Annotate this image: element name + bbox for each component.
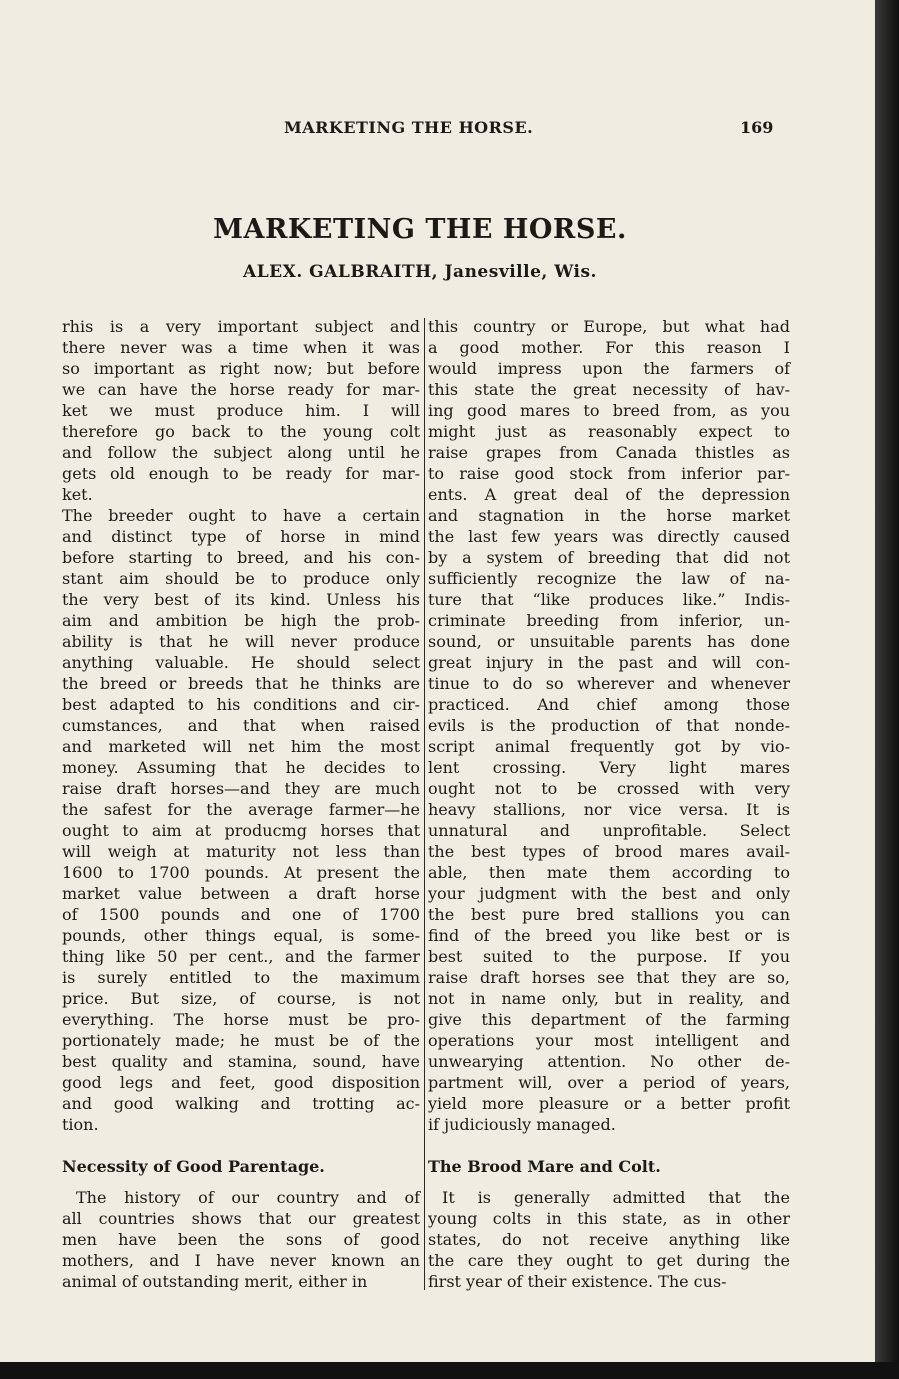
text-line: the care they ought to get during the	[428, 1251, 790, 1270]
text-line: to raise good stock from inferior par-	[428, 464, 790, 483]
text-line: aim and ambition be high the prob-	[62, 611, 420, 630]
article-author: ALEX. GALBRAITH, Janesville, Wis.	[243, 262, 597, 282]
text-line: so important as right now; but before	[62, 359, 420, 378]
text-line: unwearying attention. No other de-	[428, 1052, 790, 1071]
text-line: therefore go back to the young colt	[62, 422, 420, 441]
text-line: states, do not receive anything like	[428, 1230, 790, 1249]
text-line: anything valuable. He should select	[62, 653, 420, 672]
text-line: The breeder ought to have a certain	[62, 506, 420, 525]
scan-edge-bottom	[0, 1362, 899, 1379]
text-line: cumstances, and that when raised	[62, 716, 420, 735]
text-line: the last few years was directly caused	[428, 527, 790, 546]
text-line: will weigh at maturity not less than	[62, 842, 420, 861]
paragraph-intro	[62, 316, 420, 505]
text-line: ents. A great deal of the depression	[428, 485, 790, 504]
text-line: and distinct type of horse in mind	[62, 527, 420, 546]
text-line: and good walking and trotting ac-	[62, 1094, 420, 1113]
text-line: before starting to breed, and his con-	[62, 548, 420, 567]
text-line: ket.	[62, 485, 93, 504]
paragraph-good-mother	[428, 316, 790, 1135]
text-line: script animal frequently got by vio-	[428, 737, 790, 756]
text-line: is surely entitled to the maximum	[62, 968, 420, 987]
text-line: portionately made; he must be of the	[62, 1031, 420, 1050]
text-line: 1600 to 1700 pounds. At present the	[62, 863, 420, 882]
text-line: rhis is a very important subject and	[62, 317, 420, 336]
text-line: able, then mate them according to	[428, 863, 790, 882]
text-line: ing good mares to breed from, as you	[428, 401, 790, 420]
paragraph-breeder	[62, 505, 420, 1135]
text-line: criminate breeding from inferior, un-	[428, 611, 790, 630]
text-line: The history of our country and of	[76, 1188, 420, 1207]
text-line: young colts in this state, as in other	[428, 1209, 790, 1228]
text-line: lent crossing. Very light mares	[428, 758, 790, 777]
text-line: everything. The horse must be pro-	[62, 1010, 420, 1029]
text-line: partment will, over a period of years,	[428, 1073, 790, 1092]
text-line: this state the great necessity of hav-	[428, 380, 790, 399]
text-line: yield more pleasure or a better profit	[428, 1094, 790, 1113]
text-line: thing like 50 per cent., and the farmer	[62, 947, 420, 966]
text-line: best adapted to his conditions and cir-	[62, 695, 420, 714]
text-line: price. But size, of course, is not	[62, 989, 420, 1008]
text-line: raise draft horses—and they are much	[62, 779, 420, 798]
text-line: raise grapes from Canada thistles as	[428, 443, 790, 462]
text-line: the best pure bred stallions you can	[428, 905, 790, 924]
column-divider	[424, 318, 425, 1290]
text-line: by a system of breeding that did not	[428, 548, 790, 567]
text-line: raise draft horses see that they are so,	[428, 968, 790, 987]
text-line: pounds, other things equal, is some-	[62, 926, 420, 945]
subhead-brood-mare: The Brood Mare and Colt.	[428, 1157, 661, 1176]
text-line: we can have the horse ready for mar-	[62, 380, 420, 399]
text-line: ture that “like produces like.” Indis-	[428, 590, 790, 609]
text-line: and follow the subject along until he	[62, 443, 420, 462]
text-line: and stagnation in the horse market	[428, 506, 790, 525]
article-title: MARKETING THE HORSE.	[213, 214, 627, 245]
text-line: sufficiently recognize the law of na-	[428, 569, 790, 588]
text-line: evils is the production of that nonde-	[428, 716, 790, 735]
scan-edge-right	[875, 0, 899, 1379]
text-line: ket we must produce him. I will	[62, 401, 420, 420]
text-line: best quality and stamina, sound, have	[62, 1052, 420, 1071]
text-line: practiced. And chief among those	[428, 695, 790, 714]
page-number: 169	[740, 118, 774, 137]
left-column	[62, 316, 420, 1292]
text-line: might just as reasonably expect to	[428, 422, 790, 441]
text-line: first year of their existence. The cus-	[428, 1272, 727, 1291]
text-line: tion.	[62, 1115, 99, 1134]
text-line: of 1500 pounds and one of 1700	[62, 905, 420, 924]
text-line: your judgment with the best and only	[428, 884, 790, 903]
text-line: give this department of the farming	[428, 1010, 790, 1029]
text-line: ought not to be crossed with very	[428, 779, 790, 798]
text-line: ability is that he will never produce	[62, 632, 420, 651]
text-line: the breed or breeds that he thinks are	[62, 674, 420, 693]
text-line: heavy stallions, nor vice versa. It is	[428, 800, 790, 819]
text-line: money. Assuming that he decides to	[62, 758, 420, 777]
text-line: great injury in the past and will con-	[428, 653, 790, 672]
text-line: stant aim should be to produce only	[62, 569, 420, 588]
text-line: ought to aim at producmg horses that	[62, 821, 420, 840]
text-line: all countries shows that our greatest	[62, 1209, 420, 1228]
text-line: mothers, and I have never known an	[62, 1251, 420, 1270]
text-line: not in name only, but in reality, and	[428, 989, 790, 1008]
text-line: if judiciously managed.	[428, 1115, 616, 1134]
text-line: and marketed will net him the most	[62, 737, 420, 756]
text-line: there never was a time when it was	[62, 338, 420, 357]
text-line: a good mother. For this reason I	[428, 338, 790, 357]
text-line: market value between a draft horse	[62, 884, 420, 903]
text-line: good legs and feet, good disposition	[62, 1073, 420, 1092]
text-line: men have been the sons of good	[62, 1230, 420, 1249]
text-line: tinue to do so wherever and whenever	[428, 674, 790, 693]
text-line: operations your most intelligent and	[428, 1031, 790, 1050]
text-line: It is generally admitted that the	[442, 1188, 790, 1207]
text-line: find of the breed you like best or is	[428, 926, 790, 945]
text-line: best suited to the purpose. If you	[428, 947, 790, 966]
text-line: sound, or unsuitable parents has done	[428, 632, 790, 651]
text-line: animal of outstanding merit, either in	[62, 1272, 368, 1291]
text-line: gets old enough to be ready for mar-	[62, 464, 420, 483]
text-line: would impress upon the farmers of	[428, 359, 790, 378]
text-line: unnatural and unprofitable. Select	[428, 821, 790, 840]
paragraph-history	[62, 1187, 420, 1292]
running-head: MARKETING THE HORSE.	[284, 118, 534, 137]
subhead-good-parentage: Necessity of Good Parentage.	[62, 1157, 325, 1176]
text-line: the safest for the average farmer—he	[62, 800, 420, 819]
text-line: the very best of its kind. Unless his	[62, 590, 420, 609]
text-line: this country or Europe, but what had	[428, 317, 790, 336]
text-line: the best types of brood mares avail-	[428, 842, 790, 861]
paragraph-colts	[428, 1187, 790, 1292]
right-column	[428, 316, 790, 1292]
